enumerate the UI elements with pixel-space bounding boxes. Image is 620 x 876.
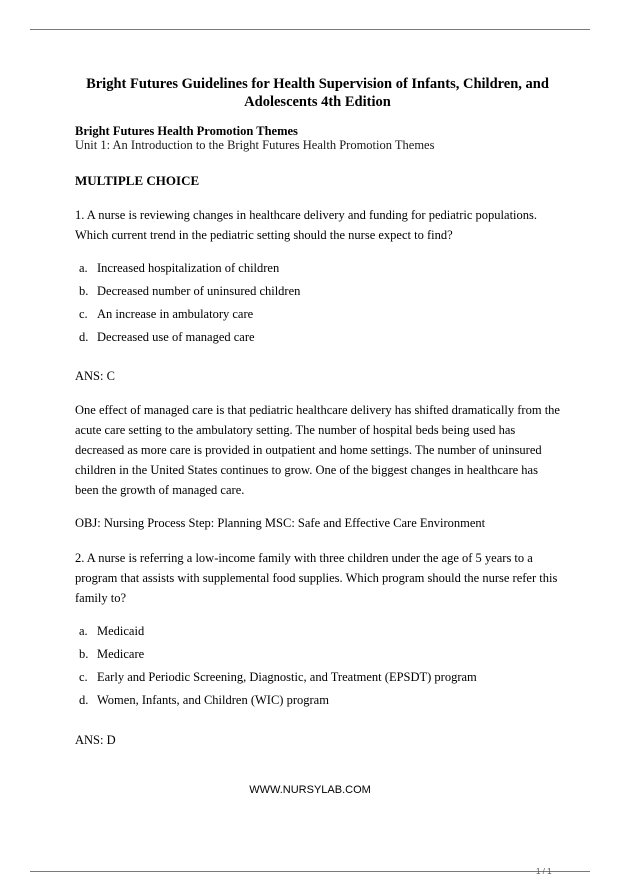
question-2-stem: 2. A nurse is referring a low-income family with three children under the age of 5 years to a program that assists with supplemental food supplies. Which program should the nurse refer this family to? bbox=[75, 551, 558, 605]
option-item bbox=[75, 692, 477, 715]
option-item bbox=[75, 329, 300, 352]
option-letter: b. bbox=[79, 284, 89, 298]
option-letter: d. bbox=[79, 330, 89, 344]
footer-url: WWW.NURSYLAB.COM bbox=[249, 784, 371, 796]
question-1-answer: ANS: C bbox=[75, 369, 115, 383]
option-letter: b. bbox=[79, 647, 89, 661]
option-letter: a. bbox=[79, 261, 88, 275]
option-item bbox=[75, 669, 477, 692]
question-1-objective: OBJ: Nursing Process Step: Planning MSC: Safe and Effective Care Environment bbox=[75, 516, 486, 530]
question-1-stem: 1. A nurse is reviewing changes in healthcare delivery and funding for pediatric populations. Which current trend in the pediatric setting should the nurse expect to find? bbox=[75, 208, 538, 242]
bottom-divider bbox=[30, 871, 590, 872]
question-2-answer: ANS: D bbox=[75, 733, 116, 747]
option-text: Medicare bbox=[97, 647, 145, 661]
option-text: An increase in ambulatory care bbox=[97, 307, 254, 321]
option-text: Medicaid bbox=[97, 624, 145, 638]
option-text: Decreased use of managed care bbox=[97, 330, 255, 344]
option-letter: d. bbox=[79, 693, 89, 707]
document-title: Bright Futures Guidelines for Health Supervision of Infants, Children, and Adolescents 4th Edition bbox=[86, 76, 549, 110]
option-item bbox=[75, 646, 477, 669]
option-text: Increased hospitalization of children bbox=[97, 261, 280, 275]
page-number: 1 / 1 bbox=[536, 867, 552, 876]
option-letter: c. bbox=[79, 670, 88, 684]
option-text: Early and Periodic Screening, Diagnostic, and Treatment (EPSDT) program bbox=[97, 670, 477, 684]
theme-heading: Bright Futures Health Promotion Themes bbox=[75, 124, 298, 138]
option-item bbox=[75, 306, 300, 329]
option-text: Women, Infants, and Children (WIC) program bbox=[97, 693, 329, 707]
theme-unit: Unit 1: An Introduction to the Bright Futures Health Promotion Themes bbox=[75, 138, 435, 152]
question-1-options bbox=[75, 260, 300, 352]
option-item bbox=[75, 260, 300, 283]
top-divider bbox=[30, 29, 590, 30]
question-2-options bbox=[75, 623, 477, 715]
section-heading: MULTIPLE CHOICE bbox=[75, 173, 200, 188]
option-item bbox=[75, 623, 477, 646]
option-letter: a. bbox=[79, 624, 88, 638]
option-letter: c. bbox=[79, 307, 88, 321]
option-text: Decreased number of uninsured children bbox=[97, 284, 301, 298]
option-item bbox=[75, 283, 300, 306]
question-1-rationale: One effect of managed care is that pediatric healthcare delivery has shifted dramatically from the acute care setting to the ambulatory setting. The number of hospital beds being used has decreased as more care is provided in outpatient and home settings. The number of uninsured children in the United States continues to grow. One of the biggest changes in healthcare has been the growth of managed care. bbox=[75, 403, 560, 497]
